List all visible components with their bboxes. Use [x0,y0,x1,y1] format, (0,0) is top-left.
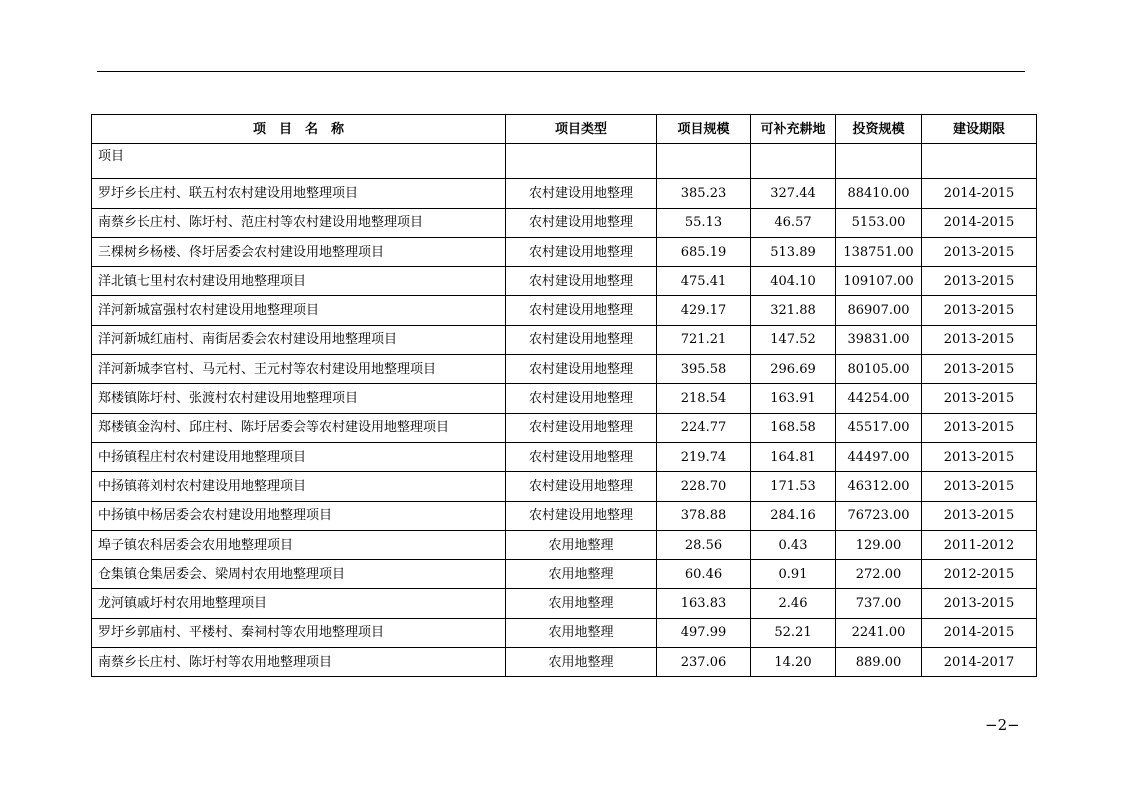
project-type-cell: 农用地整理 [506,618,657,647]
table-row [92,237,1037,266]
construction-period-cell: 2013-2015 [922,355,1037,384]
investment-scale-cell: 737.00 [836,589,922,618]
supplementary-farmland-cell: 163.91 [751,384,836,413]
project-name-cell: 洋河新城富强村农村建设用地整理项目 [92,296,506,325]
project-name-cell: 中扬镇蒋刘村农村建设用地整理项目 [92,472,506,501]
project-type-cell: 农用地整理 [506,530,657,559]
project-scale-cell: 219.74 [657,442,751,471]
project-type-cell: 农村建设用地整理 [506,472,657,501]
table-row [92,501,1037,530]
empty-cell [922,144,1037,179]
project-scale-cell: 218.54 [657,384,751,413]
project-scale-cell: 685.19 [657,237,751,266]
project-scale-cell: 497.99 [657,618,751,647]
table-row [92,589,1037,618]
supplementary-farmland-cell: 171.53 [751,472,836,501]
project-table [91,114,1037,677]
investment-scale-cell: 44497.00 [836,442,922,471]
project-type-cell: 农村建设用地整理 [506,296,657,325]
construction-period-cell: 2013-2015 [922,325,1037,354]
construction-period-cell: 2014-2015 [922,618,1037,647]
supplementary-farmland-cell: 321.88 [751,296,836,325]
project-name-cell: 中扬镇程庄村农村建设用地整理项目 [92,442,506,471]
project-name-cell: 三棵树乡杨楼、佟圩居委会农村建设用地整理项目 [92,237,506,266]
investment-scale-cell: 88410.00 [836,179,922,208]
construction-period-cell: 2013-2015 [922,296,1037,325]
page-number: −2− [985,716,1020,734]
investment-scale-cell: 86907.00 [836,296,922,325]
project-scale-cell: 28.56 [657,530,751,559]
table-row [92,648,1037,677]
project-scale-cell: 237.06 [657,648,751,677]
project-name-cell: 罗圩乡长庄村、联五村农村建设用地整理项目 [92,179,506,208]
empty-cell [506,144,657,179]
project-type-cell: 农用地整理 [506,589,657,618]
header-project-name: 项 目 名 称 [92,115,506,144]
project-name-cell: 洋河新城红庙村、南街居委会农村建设用地整理项目 [92,325,506,354]
investment-scale-cell: 76723.00 [836,501,922,530]
table-row [92,296,1037,325]
supplementary-farmland-cell: 2.46 [751,589,836,618]
construction-period-cell: 2013-2015 [922,413,1037,442]
project-name-cell: 中扬镇中杨居委会农村建设用地整理项目 [92,501,506,530]
table-row [92,618,1037,647]
project-type-cell: 农村建设用地整理 [506,237,657,266]
investment-scale-cell: 45517.00 [836,413,922,442]
construction-period-cell: 2013-2015 [922,472,1037,501]
project-name-cell: 郑楼镇陈圩村、张渡村农村建设用地整理项目 [92,384,506,413]
construction-period-cell: 2014-2015 [922,179,1037,208]
table-row [92,472,1037,501]
project-name-cell: 罗圩乡郭庙村、平楼村、秦祠村等农用地整理项目 [92,618,506,647]
project-scale-cell: 60.46 [657,560,751,589]
project-type-cell: 农村建设用地整理 [506,384,657,413]
supplementary-farmland-cell: 404.10 [751,267,836,296]
project-type-cell: 农用地整理 [506,648,657,677]
project-scale-cell: 224.77 [657,413,751,442]
header-rule [97,71,1025,72]
project-scale-cell: 385.23 [657,179,751,208]
header-row [92,115,1037,144]
project-name-cell: 龙河镇戚圩村农用地整理项目 [92,589,506,618]
empty-cell [836,144,922,179]
header-project-scale: 项目规模 [657,115,751,144]
project-type-cell: 农村建设用地整理 [506,179,657,208]
construction-period-cell: 2013-2015 [922,442,1037,471]
supplementary-farmland-cell: 147.52 [751,325,836,354]
header-supplementary-farmland: 可补充耕地 [751,115,836,144]
project-scale-cell: 475.41 [657,267,751,296]
investment-scale-cell: 2241.00 [836,618,922,647]
investment-scale-cell: 80105.00 [836,355,922,384]
supplementary-farmland-cell: 327.44 [751,179,836,208]
table-row [92,530,1037,559]
project-type-cell: 农村建设用地整理 [506,267,657,296]
project-type-cell: 农村建设用地整理 [506,501,657,530]
investment-scale-cell: 272.00 [836,560,922,589]
project-scale-cell: 163.83 [657,589,751,618]
project-name-cell: 南蔡乡长庄村、陈圩村等农用地整理项目 [92,648,506,677]
header-project-type: 项目类型 [506,115,657,144]
supplementary-farmland-cell: 46.57 [751,208,836,237]
table-row [92,442,1037,471]
table-row [92,179,1037,208]
supplementary-farmland-cell: 296.69 [751,355,836,384]
investment-scale-cell: 109107.00 [836,267,922,296]
project-name-cell: 仓集镇仓集居委会、梁周村农用地整理项目 [92,560,506,589]
project-type-cell: 农用地整理 [506,560,657,589]
table-row [92,384,1037,413]
construction-period-cell: 2013-2015 [922,384,1037,413]
project-scale-cell: 429.17 [657,296,751,325]
construction-period-cell: 2011-2012 [922,530,1037,559]
project-type-cell: 农村建设用地整理 [506,442,657,471]
project-scale-cell: 378.88 [657,501,751,530]
construction-period-cell: 2013-2015 [922,237,1037,266]
table-row [92,208,1037,237]
project-type-cell: 农村建设用地整理 [506,413,657,442]
project-type-cell: 农村建设用地整理 [506,325,657,354]
investment-scale-cell: 129.00 [836,530,922,559]
supplementary-farmland-cell: 284.16 [751,501,836,530]
investment-scale-cell: 5153.00 [836,208,922,237]
supplementary-farmland-cell: 164.81 [751,442,836,471]
investment-scale-cell: 46312.00 [836,472,922,501]
header-construction-period: 建设期限 [922,115,1037,144]
project-type-cell: 农村建设用地整理 [506,208,657,237]
supplementary-farmland-cell: 0.91 [751,560,836,589]
construction-period-cell: 2014-2017 [922,648,1037,677]
empty-cell [657,144,751,179]
table-row [92,413,1037,442]
construction-period-cell: 2014-2015 [922,208,1037,237]
project-name-cell: 洋北镇七里村农村建设用地整理项目 [92,267,506,296]
investment-scale-cell: 889.00 [836,648,922,677]
supplementary-farmland-cell: 168.58 [751,413,836,442]
construction-period-cell: 2013-2015 [922,589,1037,618]
supplementary-farmland-cell: 513.89 [751,237,836,266]
table-row [92,560,1037,589]
subheader-cell: 项目 [92,144,506,179]
construction-period-cell: 2012-2015 [922,560,1037,589]
table-row [92,267,1037,296]
supplementary-farmland-cell: 0.43 [751,530,836,559]
investment-scale-cell: 44254.00 [836,384,922,413]
project-name-cell: 洋河新城李官村、马元村、王元村等农村建设用地整理项目 [92,355,506,384]
table-row [92,325,1037,354]
project-scale-cell: 228.70 [657,472,751,501]
investment-scale-cell: 138751.00 [836,237,922,266]
project-name-cell: 埠子镇农科居委会农用地整理项目 [92,530,506,559]
empty-cell [751,144,836,179]
table-row [92,355,1037,384]
construction-period-cell: 2013-2015 [922,267,1037,296]
subheader-row [92,144,1037,179]
project-scale-cell: 721.21 [657,325,751,354]
header-investment-scale: 投资规模 [836,115,922,144]
project-scale-cell: 395.58 [657,355,751,384]
supplementary-farmland-cell: 52.21 [751,618,836,647]
project-name-cell: 郑楼镇金沟村、邱庄村、陈圩居委会等农村建设用地整理项目 [92,413,506,442]
project-type-cell: 农村建设用地整理 [506,355,657,384]
construction-period-cell: 2013-2015 [922,501,1037,530]
project-name-cell: 南蔡乡长庄村、陈圩村、范庄村等农村建设用地整理项目 [92,208,506,237]
investment-scale-cell: 39831.00 [836,325,922,354]
project-scale-cell: 55.13 [657,208,751,237]
supplementary-farmland-cell: 14.20 [751,648,836,677]
